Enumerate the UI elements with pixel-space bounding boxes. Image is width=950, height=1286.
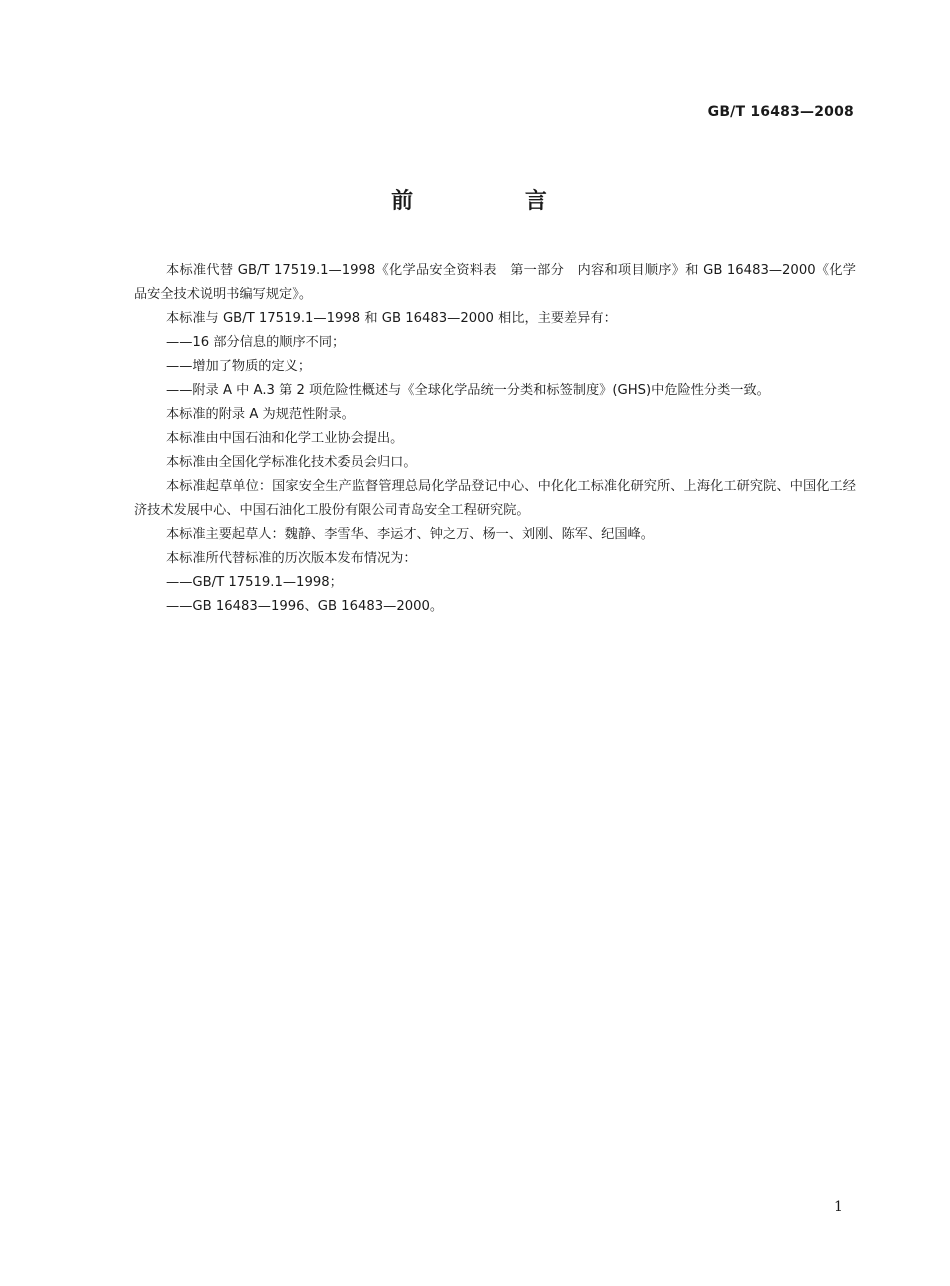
paragraph-replaces: 本标准代替 GB/T 17519.1—1998《化学品安全资料表 第一部分 内容和项目顺序》和 GB 16483—2000《化学品安全技术说明书编写规定》。 bbox=[134, 263, 856, 302]
paragraph-drafters: 本标准主要起草人：魏静、李雪华、李运才、钟之万、杨一、刘刚、陈军、纪国峰。 bbox=[166, 527, 654, 542]
paragraph-history: 本标准所代替标准的历次版本发布情况为： bbox=[166, 551, 417, 566]
paragraph-drafting-units: 本标准起草单位：国家安全生产监督管理总局化学品登记中心、中化化工标准化研究所、上海化工研究院、中国化工经济技术发展中心、中国石油化工股份有限公司青岛安全工程研究院。 bbox=[134, 479, 856, 518]
list-item: ——增加了物质的定义； bbox=[166, 359, 312, 374]
list-item: ——GB/T 17519.1—1998； bbox=[166, 575, 343, 590]
list-item: ——GB 16483—1996、GB 16483—2000。 bbox=[166, 599, 444, 614]
paragraph-proposed-by: 本标准由中国石油和化学工业协会提出。 bbox=[166, 431, 404, 446]
paragraph-annex: 本标准的附录 A 为规范性附录。 bbox=[166, 407, 355, 422]
foreword-body bbox=[134, 259, 856, 619]
standard-code: GB/T 16483—2008 bbox=[707, 104, 854, 120]
page-title: 前 言 bbox=[391, 189, 599, 214]
paragraph-technical-committee: 本标准由全国化学标准化技术委员会归口。 bbox=[166, 455, 417, 470]
page-number: 1 bbox=[834, 1199, 843, 1215]
list-item: ——附录 A 中 A.3 第 2 项危险性概述与《全球化学品统一分类和标签制度》(GHS)中危险性分类一致。 bbox=[166, 383, 770, 398]
list-item: ——16 部分信息的顺序不同； bbox=[166, 335, 346, 350]
paragraph-differences: 本标准与 GB/T 17519.1—1998 和 GB 16483—2000 相比，主要差异有： bbox=[166, 311, 617, 326]
